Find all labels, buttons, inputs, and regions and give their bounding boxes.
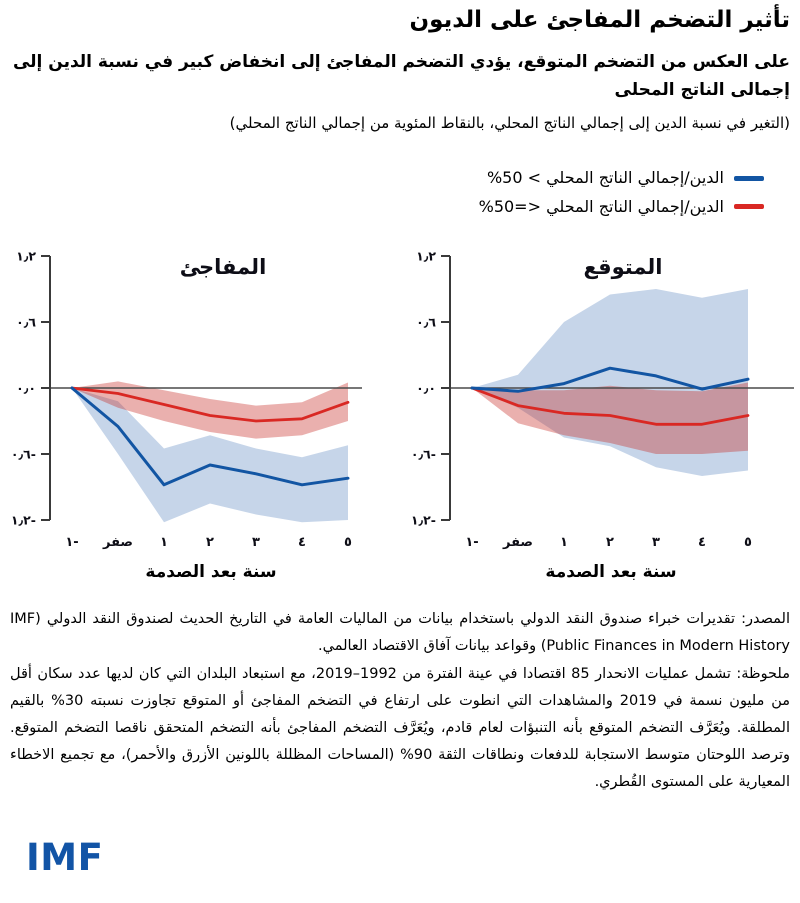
y-tick-label: ٠٫٦-	[410, 446, 436, 462]
y-tick-label: ٠٫٦-	[10, 446, 36, 462]
x-tick-label: ١	[160, 534, 168, 550]
panel-title: المفاجئ	[179, 254, 267, 279]
figure-units-note: (التغير في نسبة الدين إلى إجمالي الناتج المحلي، بالنقاط المئوية من إجمالي الناتج المحلي)	[229, 113, 790, 132]
chart-panel-expected	[400, 236, 800, 582]
legend-item-above-50	[487, 168, 764, 187]
chart-legend	[0, 168, 764, 215]
x-tick-label: ٢	[606, 534, 614, 550]
imf-logo: IMF	[26, 836, 104, 879]
x-tick-label: ٣	[652, 534, 660, 550]
x-tick-label: ٣	[252, 534, 260, 550]
expected-chart-svg	[400, 236, 800, 550]
y-tick-label: ٠٫٠	[16, 380, 36, 396]
blue-line-swatch-icon	[734, 176, 764, 181]
source-note: المصدر: تقديرات خبراء صندوق النقد الدولي باستخدام بيانات من الماليات العامة في التاريخ الحديث لصندوق النقد الدولي (IMF Public Finances in Modern History) وقواعد بيانات آفاق الاقتصاد العالمي.	[10, 610, 790, 654]
x-tick-label: صفر	[102, 534, 134, 550]
red-line-swatch-icon	[734, 204, 764, 209]
methodology-note: ملحوظة: تشمل عمليات الانحدار 85 اقتصادا في عينة الفترة من 1992–2019، مع استبعاد البلدان التي كان لديها عدد سكان أقل من مليون نسمة في 2019 والمشاهدات التي انطوت على ارتفاع في التضخم المفاجئ أو المتوقع تجاوزت نسبته 30% بالقيم المطلقة. ويُعَرَّف التضخم المتوقع بأنه التنبؤات لعام قادم، ويُعَرَّف التضخم المفاجئ بأنه التضخم المتحقق ناقصا التضخم المتوقع. وترصد اللوحتان متوسط الاستجابة للدفعات ونطاقات الثقة 90% (المساحات المظللة باللونين الأزرق والأحمر)، مع تجميع الاخطاء المعيارية على المستوى القُطري.	[10, 666, 791, 790]
x-tick-label: ٤	[298, 534, 306, 550]
panel-title: المتوقع	[583, 254, 663, 279]
charts-row	[0, 236, 800, 582]
x-tick-label: ١-	[65, 534, 79, 550]
figure-footer	[10, 606, 790, 796]
x-tick-label: ٤	[698, 534, 706, 550]
x-tick-label: ٥	[344, 534, 352, 550]
legend-label: الدين/إجمالي الناتج المحلي > 50%	[486, 168, 724, 188]
y-tick-label: ٠٫٠	[416, 380, 436, 396]
y-tick-label: ١٫٢-	[410, 512, 436, 528]
legend-item-below-50	[479, 197, 764, 216]
y-tick-label: ١٫٢	[416, 248, 436, 264]
figure-subtitle: على العكس من التضخم المتوقع، يؤدي التضخم المفاجئ إلى انخفاض كبير في نسبة الدين إلى إجمالى الناتج المحلى	[12, 51, 790, 100]
surprise-chart-svg	[0, 236, 400, 550]
x-axis-label: سنة بعد الصدمة	[545, 561, 677, 582]
x-tick-label: ١	[560, 534, 568, 550]
chart-panel-surprise	[0, 236, 400, 582]
y-tick-label: ٠٫٦	[16, 314, 36, 330]
x-tick-label: صفر	[502, 534, 534, 550]
x-tick-label: ٢	[206, 534, 214, 550]
figure-header	[0, 0, 800, 134]
figure-title: تأثير التضخم المفاجئ على الديون	[409, 7, 790, 33]
y-tick-label: ٠٫٦	[416, 314, 436, 330]
y-tick-label: ١٫٢	[16, 248, 36, 264]
y-tick-label: ١٫٢-	[10, 512, 36, 528]
legend-label: الدين/إجمالي الناتج المحلي <=50%	[478, 196, 724, 216]
x-axis-label: سنة بعد الصدمة	[145, 561, 277, 582]
x-tick-label: ٥	[744, 534, 752, 550]
x-tick-label: ١-	[465, 534, 479, 550]
